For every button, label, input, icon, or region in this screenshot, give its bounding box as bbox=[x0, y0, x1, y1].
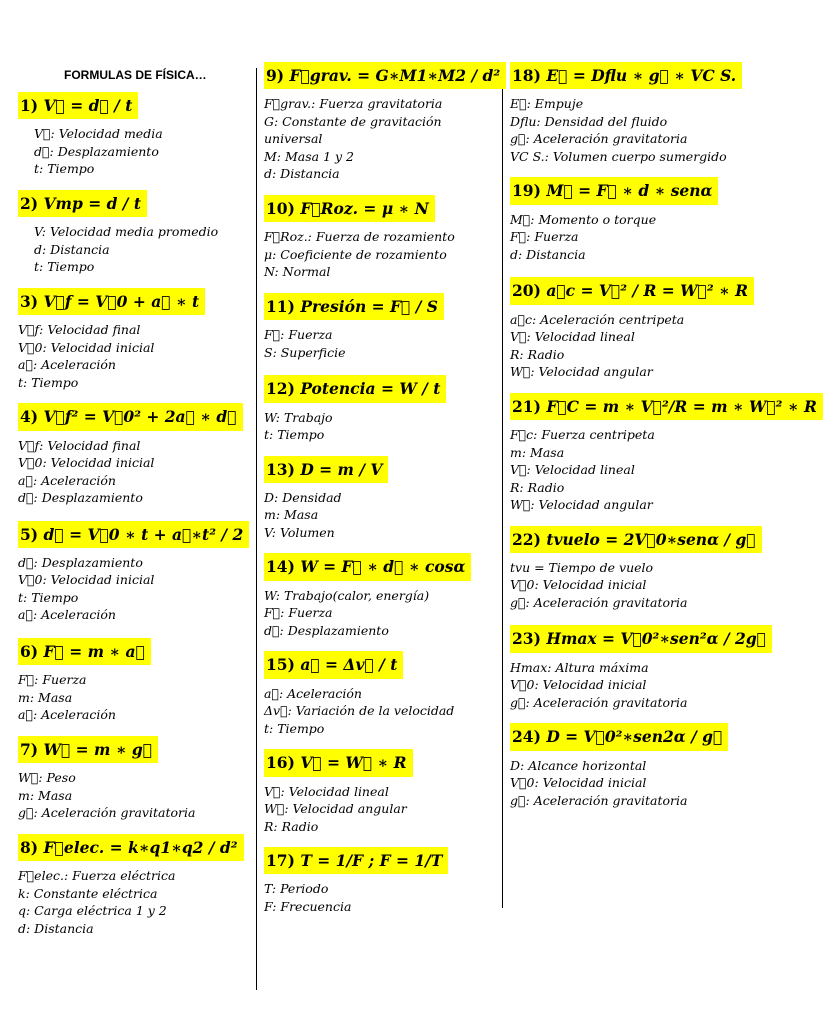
formula-highlight bbox=[510, 177, 718, 204]
formula-number: 23) bbox=[512, 629, 541, 649]
formula-expression: d⃗ = V⃗0 ∗ t + a⃗∗t² / 2 bbox=[43, 524, 244, 544]
variable-definition: V⃗0: Velocidad inicial bbox=[510, 577, 647, 593]
formula-block bbox=[18, 521, 248, 624]
variable-definition: V⃗: Velocidad lineal bbox=[264, 783, 389, 799]
formula-number: 14) bbox=[266, 557, 295, 577]
formula-expression: F⃗ = m ∗ a⃗ bbox=[43, 641, 145, 661]
variable-definition: V⃗0: Velocidad inicial bbox=[510, 775, 647, 791]
formula-expression: V⃗ = d⃗ / t bbox=[43, 96, 133, 115]
formula-expression: tvuelo = 2V⃗0∗senα / g⃗ bbox=[546, 529, 756, 549]
variable-definition: VC S.: Volumen cuerpo sumergido bbox=[510, 148, 727, 164]
formula-number: 1) bbox=[20, 96, 39, 115]
formula-highlight bbox=[18, 92, 138, 119]
variable-definition: W⃗: Velocidad angular bbox=[510, 497, 653, 512]
formula-number: 8) bbox=[20, 837, 39, 857]
formula-highlight bbox=[18, 403, 243, 430]
variable-definition: M: Masa 1 y 2 bbox=[264, 148, 354, 164]
formula-block bbox=[510, 393, 817, 514]
variable-definition: V⃗f: Velocidad final bbox=[18, 322, 141, 338]
variable-definition: V⃗0: Velocidad inicial bbox=[510, 677, 647, 693]
formula-number: 22) bbox=[512, 529, 541, 549]
variable-definition: d⃗: Desplazamiento bbox=[264, 622, 389, 638]
formula-block bbox=[510, 177, 760, 263]
formula-expression: F⃗elec. = k∗q1∗q2 / d² bbox=[43, 837, 238, 857]
formula-number: 17) bbox=[266, 851, 295, 870]
variable-definition: g⃗: Aceleración gravitatoria bbox=[510, 131, 688, 147]
variable-definition: g⃗: Aceleración gravitatoria bbox=[18, 805, 196, 821]
variable-definition: Hmax: Altura máxima bbox=[510, 659, 649, 675]
formula-highlight bbox=[510, 393, 823, 420]
formula-expression: Presión = F⃗ / S bbox=[300, 296, 438, 316]
column-2 bbox=[264, 62, 501, 927]
variable-definition: M⃗: Momento o torque bbox=[510, 211, 657, 227]
variable-definition: V⃗0: Velocidad inicial bbox=[18, 339, 155, 355]
variable-definition: F: Frecuencia bbox=[264, 898, 352, 914]
formula-expression: W = F⃗ ∗ d⃗ ∗ cosα bbox=[300, 557, 466, 577]
variable-definition: k: Constante eléctrica bbox=[18, 885, 158, 901]
variable-definition: a⃗: Aceleración bbox=[18, 707, 116, 723]
formula-expression: a⃗c = V⃗² / R = W⃗² ∗ R bbox=[546, 281, 748, 301]
column-1 bbox=[18, 62, 248, 949]
variable-definition: D: Densidad bbox=[264, 489, 342, 505]
variable-definition: a⃗: Aceleración bbox=[264, 685, 362, 701]
formula-highlight bbox=[510, 625, 772, 652]
formula-expression: V⃗f = V⃗0 + a⃗ ∗ t bbox=[43, 291, 200, 311]
formula-expression: Vmp = d / t bbox=[43, 193, 142, 213]
formula-expression: V⃗f² = V⃗0² + 2a⃗ ∗ d⃗ bbox=[43, 407, 237, 427]
variable-definition: V: Velocidad media promedio bbox=[34, 224, 219, 240]
formula-block bbox=[264, 375, 496, 443]
formula-block bbox=[510, 277, 760, 380]
formula-block bbox=[264, 456, 496, 542]
formula-number: 4) bbox=[20, 407, 39, 427]
variable-definition: Dflu: Densidad del fluido bbox=[510, 113, 668, 129]
page-title: FORMULAS DE FÍSICA… bbox=[64, 68, 207, 82]
formula-expression: Hmax = V⃗0²∗sen²α / 2g⃗ bbox=[546, 629, 766, 649]
variable-definition: g⃗: Aceleración gravitatoria bbox=[510, 694, 688, 710]
column-divider bbox=[256, 68, 257, 990]
variable-definition: q: Carga eléctrica 1 y 2 bbox=[18, 903, 167, 918]
variable-definition: F⃗grav.: Fuerza gravitatoria bbox=[264, 96, 443, 112]
variable-definition: V⃗: Velocidad lineal bbox=[510, 329, 635, 345]
formula-highlight bbox=[510, 277, 754, 304]
formula-number: 11) bbox=[266, 296, 295, 316]
variable-definition: W⃗: Velocidad angular bbox=[510, 364, 653, 380]
formula-number: 20) bbox=[512, 281, 541, 301]
variable-definition: m: Masa bbox=[264, 507, 319, 523]
variable-definition: D: Alcance horizontal bbox=[510, 757, 647, 773]
formula-expression: a⃗ = Δv⃗ / t bbox=[300, 655, 398, 675]
variable-definition: R: Radio bbox=[510, 479, 565, 495]
formula-highlight bbox=[264, 195, 435, 222]
variable-definition: m: Masa bbox=[18, 689, 73, 705]
formula-block bbox=[510, 625, 766, 711]
formula-block bbox=[264, 62, 501, 183]
variable-definition: tvu = Tiempo de vuelo bbox=[510, 559, 654, 575]
formula-block bbox=[264, 749, 496, 835]
variable-definition: d⃗: Desplazamiento bbox=[34, 143, 159, 159]
variable-definition: V⃗f: Velocidad final bbox=[18, 437, 141, 453]
formula-block bbox=[18, 403, 248, 506]
variable-definition: F⃗: Fuerza bbox=[510, 229, 579, 245]
variable-definition: F⃗: Fuerza bbox=[264, 327, 333, 343]
formula-highlight bbox=[264, 553, 471, 580]
formula-highlight bbox=[510, 526, 762, 553]
formula-highlight bbox=[18, 638, 151, 665]
formula-highlight bbox=[264, 375, 446, 402]
variable-definition: d: Distancia bbox=[34, 241, 110, 257]
variable-definition: g⃗: Aceleración gravitatoria bbox=[510, 594, 688, 610]
formula-expression: E⃗ = Dflu ∗ g⃗ ∗ VC S. bbox=[546, 66, 737, 85]
variable-definition: V⃗: Velocidad lineal bbox=[510, 462, 635, 477]
formula-highlight bbox=[18, 288, 205, 315]
formula-block bbox=[510, 723, 760, 809]
variable-definition: F⃗elec.: Fuerza eléctrica bbox=[18, 868, 176, 883]
variable-definition: μ: Coeficiente de rozamiento bbox=[264, 246, 447, 262]
formula-highlight bbox=[18, 736, 158, 763]
formula-expression: W⃗ = m ∗ g⃗ bbox=[43, 739, 153, 759]
formula-highlight bbox=[264, 293, 444, 320]
variable-definition: a⃗: Aceleración bbox=[18, 472, 116, 488]
variable-definition: a⃗: Aceleración bbox=[18, 357, 116, 373]
variable-definition: V⃗: Velocidad media bbox=[34, 126, 163, 142]
variable-definition: F⃗: Fuerza bbox=[18, 672, 87, 688]
formula-expression: F⃗C = m ∗ V⃗²/R = m ∗ W⃗² ∗ R bbox=[546, 396, 817, 416]
variable-definition: F⃗Roz.: Fuerza de rozamiento bbox=[264, 229, 455, 245]
formula-number: 10) bbox=[266, 198, 295, 218]
variable-definition: d⃗: Desplazamiento bbox=[18, 490, 143, 505]
formula-highlight bbox=[264, 456, 388, 483]
variable-definition: V: Volumen bbox=[264, 524, 335, 540]
formula-block bbox=[18, 92, 248, 178]
formula-block bbox=[264, 553, 496, 639]
column-3 bbox=[510, 62, 817, 821]
variable-definition: a⃗c: Aceleración centripeta bbox=[510, 311, 685, 327]
formula-highlight bbox=[510, 723, 728, 750]
variable-definition: m: Masa bbox=[510, 444, 565, 460]
formula-expression: V⃗ = W⃗ ∗ R bbox=[300, 753, 407, 773]
variable-definition: t: Tiempo bbox=[264, 427, 325, 442]
formula-expression: F⃗Roz. = μ ∗ N bbox=[300, 198, 429, 218]
formula-number: 15) bbox=[266, 655, 295, 675]
variable-definition: t: Tiempo bbox=[34, 161, 95, 177]
formula-number: 3) bbox=[20, 291, 39, 311]
formula-number: 19) bbox=[512, 181, 541, 201]
formula-expression: Potencia = W / t bbox=[300, 379, 441, 399]
formula-number: 2) bbox=[20, 193, 39, 213]
formula-expression: M⃗ = F⃗ ∗ d ∗ senα bbox=[546, 181, 713, 201]
formula-block bbox=[510, 526, 760, 612]
formula-expression: F⃗grav. = G∗M1∗M2 / d² bbox=[289, 66, 501, 85]
formula-block bbox=[18, 288, 248, 391]
formula-number: 12) bbox=[266, 379, 295, 399]
variable-definition: W: Trabajo(calor, energía) bbox=[264, 587, 430, 603]
formula-highlight bbox=[18, 521, 249, 548]
formula-expression: D = m / V bbox=[300, 459, 383, 479]
variable-definition: t: Tiempo bbox=[34, 259, 95, 275]
variable-definition: F⃗c: Fuerza centripeta bbox=[510, 427, 655, 442]
variable-definition: t: Tiempo bbox=[18, 374, 79, 390]
formula-block bbox=[18, 638, 248, 724]
variable-definition: S: Superficie bbox=[264, 344, 346, 360]
formula-number: 9) bbox=[266, 66, 285, 85]
variable-definition: a⃗: Aceleración bbox=[18, 607, 116, 623]
variable-definition: d: Distancia bbox=[18, 920, 94, 936]
formula-block bbox=[264, 651, 496, 737]
formula-highlight bbox=[264, 62, 506, 89]
formula-expression: T = 1/F ; F = 1/T bbox=[300, 851, 443, 870]
formula-block bbox=[264, 847, 496, 915]
column-divider bbox=[502, 68, 503, 908]
formula-block bbox=[264, 195, 496, 281]
variable-definition: R: Radio bbox=[510, 346, 565, 362]
variable-definition: d: Distancia bbox=[264, 166, 340, 182]
formula-number: 16) bbox=[266, 753, 295, 773]
formula-number: 24) bbox=[512, 727, 541, 747]
variable-definition: R: Radio bbox=[264, 818, 319, 834]
formula-number: 7) bbox=[20, 739, 39, 759]
variable-definition: t: Tiempo bbox=[18, 589, 79, 605]
formula-number: 21) bbox=[512, 396, 541, 416]
variable-definition: d: Distancia bbox=[510, 246, 586, 262]
variable-definition: G: Constante de gravitación universal bbox=[264, 113, 442, 147]
formula-highlight bbox=[264, 847, 448, 874]
variable-definition: m: Masa bbox=[18, 787, 73, 803]
formula-highlight bbox=[264, 651, 403, 678]
formula-expression: D = V⃗0²∗sen2α / g⃗ bbox=[546, 727, 723, 747]
formula-number: 6) bbox=[20, 641, 39, 661]
formula-block bbox=[18, 190, 248, 276]
variable-definition: g⃗: Aceleración gravitatoria bbox=[510, 792, 688, 808]
variable-definition: V⃗0: Velocidad inicial bbox=[18, 572, 155, 588]
variable-definition: d⃗: Desplazamiento bbox=[18, 554, 143, 570]
variable-definition: t: Tiempo bbox=[264, 720, 325, 736]
variable-definition: W⃗: Velocidad angular bbox=[264, 801, 407, 816]
variable-definition: V⃗0: Velocidad inicial bbox=[18, 455, 155, 470]
formula-number: 18) bbox=[512, 66, 541, 85]
variable-definition: Δv⃗: Variación de la velocidad bbox=[264, 703, 455, 719]
formula-highlight bbox=[510, 62, 742, 89]
variable-definition: N: Normal bbox=[264, 264, 331, 280]
formula-number: 13) bbox=[266, 459, 295, 479]
variable-definition: T: Periodo bbox=[264, 881, 329, 897]
variable-definition: F⃗: Fuerza bbox=[264, 605, 333, 621]
formula-number: 5) bbox=[20, 524, 39, 544]
formula-block bbox=[264, 293, 496, 361]
formula-block bbox=[510, 62, 760, 165]
formula-highlight bbox=[264, 749, 413, 776]
formula-highlight bbox=[18, 190, 147, 217]
formula-block bbox=[18, 834, 248, 937]
formula-block bbox=[18, 736, 248, 822]
variable-definition: E⃗: Empuje bbox=[510, 96, 584, 112]
variable-definition: W: Trabajo bbox=[264, 409, 333, 425]
formula-highlight bbox=[18, 834, 244, 861]
variable-definition: W⃗: Peso bbox=[18, 770, 76, 786]
